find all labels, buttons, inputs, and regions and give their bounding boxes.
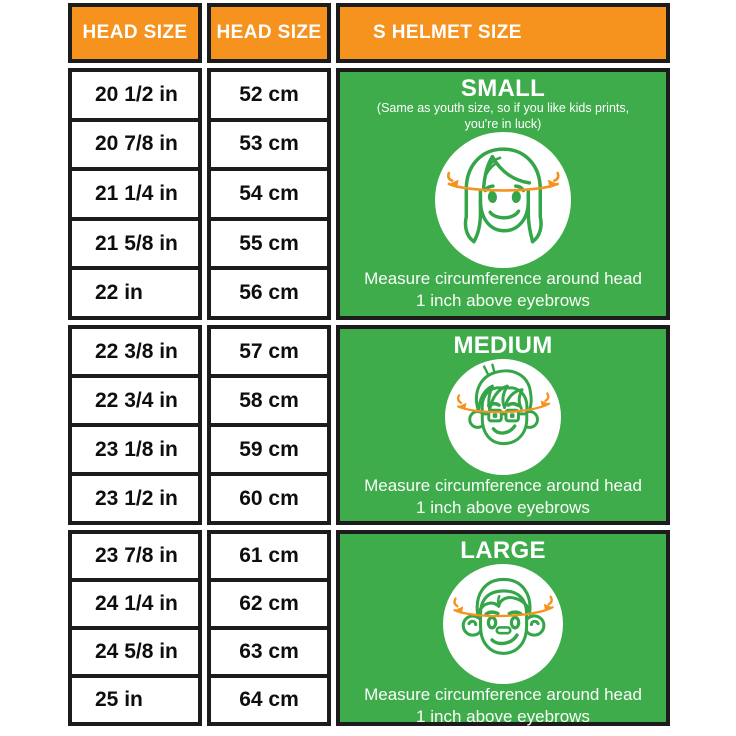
table-row [72, 72, 198, 118]
cm-value: 55 cm [239, 231, 299, 255]
header-helmet-size [336, 3, 670, 63]
table-row [211, 472, 327, 521]
inches-value: 22 3/4 in [95, 388, 178, 412]
inches-column-small [68, 68, 202, 320]
male-face-icon [445, 566, 560, 681]
table-row [211, 329, 327, 374]
header-head-size-cm [207, 3, 331, 63]
table-row [211, 217, 327, 267]
table-row [72, 374, 198, 423]
table-row [211, 72, 327, 118]
table-row [72, 534, 198, 578]
inches-value: 22 in [95, 281, 143, 305]
small-section [336, 68, 670, 320]
size-title: SMALL [460, 75, 546, 102]
size-subtitle [377, 101, 629, 132]
table-row [211, 534, 327, 578]
cm-column-small [207, 68, 331, 320]
cm-value: 63 cm [239, 640, 299, 663]
table-row [72, 167, 198, 217]
inches-value: 23 1/2 in [95, 486, 178, 510]
cm-value: 54 cm [239, 181, 299, 205]
cm-value: 60 cm [239, 486, 299, 510]
measure-line: 1 inch above eyebrows [416, 498, 590, 517]
table-row [211, 578, 327, 626]
male-glasses-face-icon [447, 361, 558, 472]
table-row [72, 266, 198, 316]
table-row [72, 626, 198, 674]
table-row [72, 118, 198, 168]
measure-instructions [364, 475, 642, 519]
inches-value: 20 1/2 in [95, 82, 178, 106]
inches-value: 21 1/4 in [95, 181, 178, 205]
table-row [211, 167, 327, 217]
table-row [211, 118, 327, 168]
table-row [211, 374, 327, 423]
header-label: HEAD SIZE [216, 22, 322, 43]
male-face-badge [443, 564, 563, 684]
measure-instructions [364, 684, 642, 728]
size-title: MEDIUM [453, 332, 553, 359]
female-face-icon [438, 135, 569, 266]
table-row [72, 423, 198, 472]
measure-line: 1 inch above eyebrows [416, 707, 590, 726]
measure-line: Measure circumference around head [364, 684, 642, 704]
measure-line: 1 inch above eyebrows [416, 291, 590, 311]
table-row [72, 217, 198, 267]
cm-value: 58 cm [239, 388, 299, 412]
header-head-size-inches [68, 3, 202, 63]
cm-value: 61 cm [239, 544, 299, 567]
table-row [211, 266, 327, 316]
inches-value: 21 5/8 in [95, 231, 178, 255]
medium-section [336, 325, 670, 525]
table-row [211, 423, 327, 472]
cm-value: 56 cm [239, 281, 299, 305]
header-label: S HELMET SIZE [373, 22, 522, 43]
cm-value: 64 cm [239, 688, 299, 711]
table-row [72, 472, 198, 521]
cm-value: 53 cm [239, 132, 299, 156]
table-row [211, 674, 327, 722]
subtitle-line: (Same as youth size, so if you like kids prints, [376, 100, 630, 115]
table-row [72, 578, 198, 626]
inches-value: 22 3/8 in [95, 339, 178, 363]
inches-value: 23 7/8 in [95, 544, 178, 567]
table-row [72, 674, 198, 722]
large-section [336, 530, 670, 726]
inches-value: 23 1/8 in [95, 437, 178, 461]
male-glasses-face-badge [445, 359, 561, 475]
inches-column-medium [68, 325, 202, 525]
header-label: HEAD SIZE [82, 22, 188, 43]
cm-value: 57 cm [239, 339, 299, 363]
cm-value: 52 cm [239, 82, 299, 106]
measure-instructions [364, 268, 642, 312]
inches-column-large [68, 530, 202, 726]
inches-value: 25 in [95, 688, 143, 711]
measure-arrow-icon [448, 173, 558, 190]
table-row [72, 329, 198, 374]
female-face-badge [435, 132, 571, 268]
helmet-size-chart [68, 3, 670, 726]
cm-value: 62 cm [239, 592, 299, 615]
size-title: LARGE [460, 537, 546, 564]
cm-column-medium [207, 325, 331, 525]
inches-value: 24 1/4 in [95, 592, 178, 615]
subtitle-line: you're in luck) [464, 116, 542, 131]
cm-value: 59 cm [239, 437, 299, 461]
inches-value: 20 7/8 in [95, 132, 178, 156]
measure-line: Measure circumference around head [364, 475, 642, 495]
cm-column-large [207, 530, 331, 726]
inches-value: 24 5/8 in [95, 640, 178, 663]
measure-line: Measure circumference around head [364, 269, 642, 289]
table-row [211, 626, 327, 674]
